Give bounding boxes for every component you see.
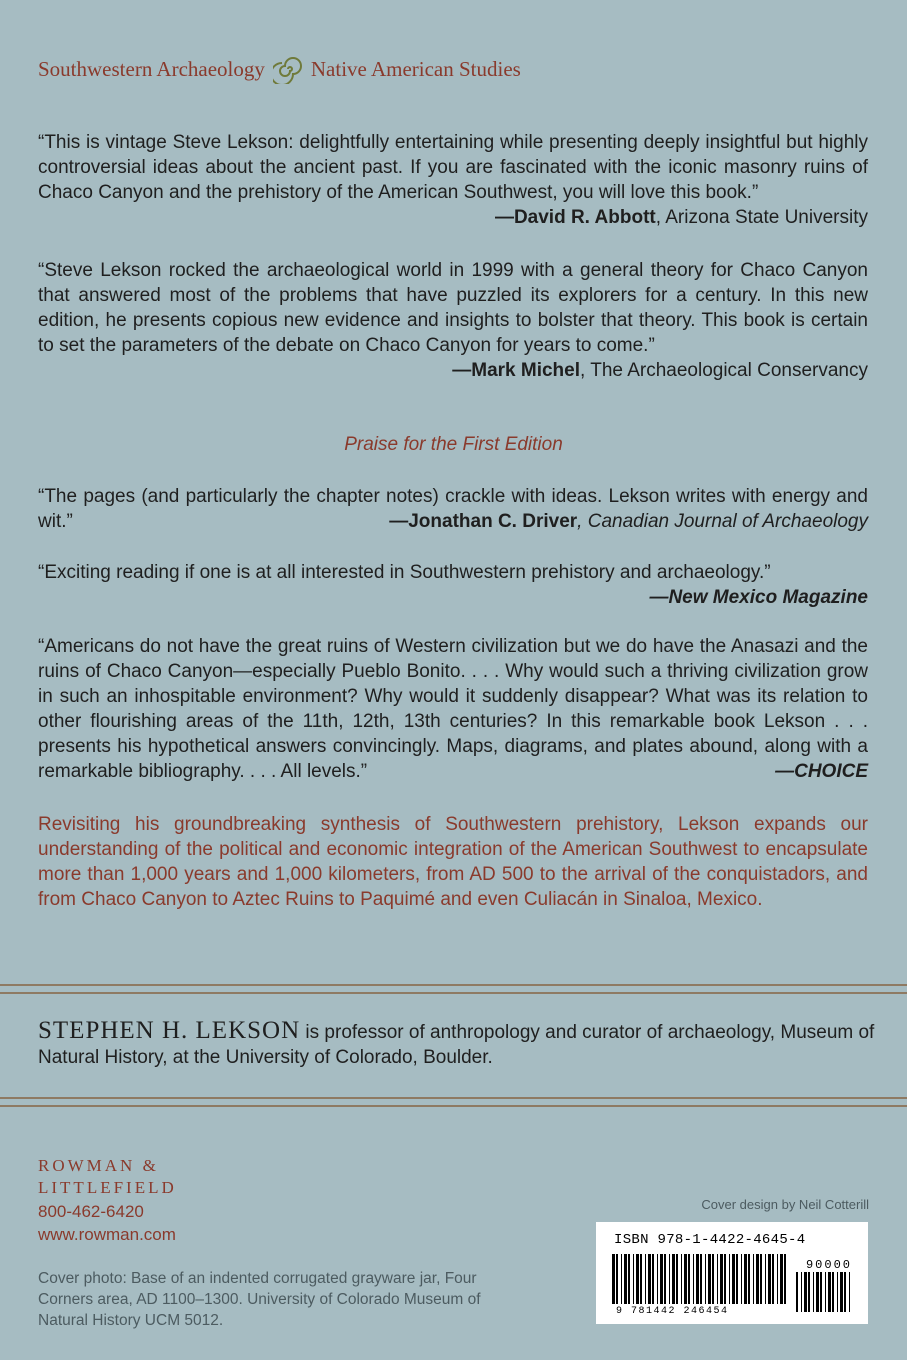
quote-author: —New Mexico Magazine xyxy=(649,587,868,608)
divider xyxy=(0,1097,907,1099)
publisher-line-1: ROWMAN & xyxy=(38,1156,159,1175)
divider xyxy=(0,984,907,986)
series-right: Native American Studies xyxy=(310,56,521,81)
quote-affiliation: , Arizona State University xyxy=(655,207,868,228)
quote-attribution xyxy=(38,585,868,610)
book-description: Revisiting his groundbreaking synthesis of Southwestern prehistory, Lekson expands our understanding of the political and economic integration of the American Southwest to encapsulate more than 1,000 years and 1,000 kilometers, from AD 500 to the arrival of the conquistadors, and from Chaco Canyon to Aztec Ruins to Paquimé and even Culiacán in Sinaloa, Mexico. xyxy=(38,814,868,910)
quote-michel xyxy=(38,258,868,383)
praise-heading: Praise for the First Edition xyxy=(344,434,563,455)
publisher-line-2: LITTLEFIELD xyxy=(38,1178,177,1197)
isbn-text: ISBN 978-1-4422-4645-4 xyxy=(614,1232,806,1248)
quote-choice xyxy=(38,634,868,784)
ean-digits: 9 781442 246454 xyxy=(616,1306,729,1317)
quote-affiliation: , The Archaeological Conservancy xyxy=(580,360,868,381)
quote-attribution xyxy=(38,358,868,383)
quote-text: “Steve Lekson rocked the archaeological world in 1999 with a general theory for Chaco Canyon that answered most of the problems that have puzzled its explorers for a century. In this new edition, he presents copious new evidence and insights to bolster that theory. This book is certain to set the parameters of the debate on Chaco Canyon for years to come.” xyxy=(38,260,868,356)
quote-text: “The pages (and particularly the chapter notes) crackle with ideas. Lekson writes with energy and wit.” xyxy=(38,486,868,532)
author-name: STEPHEN H. LEKSON xyxy=(38,1017,301,1044)
author-bio xyxy=(38,1018,878,1070)
cover-design-credit: Cover design by Neil Cotterill xyxy=(701,1197,869,1212)
publisher-contact xyxy=(38,1200,176,1246)
author-bio-text: is professor of anthropology and curator of archaeology, Museum of Natural History, at the University of Colorado, Boulder. xyxy=(38,1022,875,1068)
quote-nmm xyxy=(38,560,868,610)
quote-attribution xyxy=(38,509,868,534)
quote-author: —Mark Michel xyxy=(452,360,581,381)
barcode xyxy=(596,1222,868,1324)
publisher-phone: 800-462-6420 xyxy=(38,1202,144,1221)
quote-text: “Americans do not have the great ruins of Western civilization but we do have the Anasazi and the ruins of Chaco Canyon—especially Pueblo Bonito. . . . Why would such a thriving civilization grow in such an inhospitable environment? Why would it suddenly disappear? What was its relation to other flourishing areas of the 11th, 12th, 13th centuries? In this remarkable book Lekson . . . presents his hypothetical answers convincingly. Maps, diagrams, and plates abound, along with a remarkable bibliography. . . . All levels.” xyxy=(38,636,868,782)
quote-text: “Exciting reading if one is at all interested in Southwestern prehistory and archaeology.” xyxy=(38,562,771,583)
quote-affiliation: , Canadian Journal of Archaeology xyxy=(577,511,868,532)
series-line xyxy=(38,54,521,84)
divider xyxy=(0,992,907,994)
price-code: 90000 xyxy=(805,1258,852,1272)
quote-abbott xyxy=(38,130,868,230)
quote-driver xyxy=(38,484,868,534)
quote-text: “This is vintage Steve Lekson: delightfully entertaining while presenting deeply insightful but highly controversial ideas about the ancient past. If you are fascinated with the iconic masonry ruins of Chaco Canyon and the prehistory of the American Southwest, you will love this book.” xyxy=(38,132,868,203)
quote-author: —Jonathan C. Driver xyxy=(389,511,578,532)
publisher-website: www.rowman.com xyxy=(38,1225,176,1244)
quote-attribution xyxy=(38,205,868,230)
cover-photo-credit: Cover photo: Base of an indented corrugated grayware jar, Four Corners area, AD 1100–1300. University of Colorado Museum of Natural History UCM 5012. xyxy=(38,1270,481,1329)
series-left: Southwestern Archaeology xyxy=(38,56,265,81)
spiral-icon xyxy=(273,54,303,84)
quote-author: —CHOICE xyxy=(775,761,868,782)
quote-author: —David R. Abbott xyxy=(494,207,656,228)
divider xyxy=(0,1105,907,1107)
publisher-logo xyxy=(38,1155,177,1199)
